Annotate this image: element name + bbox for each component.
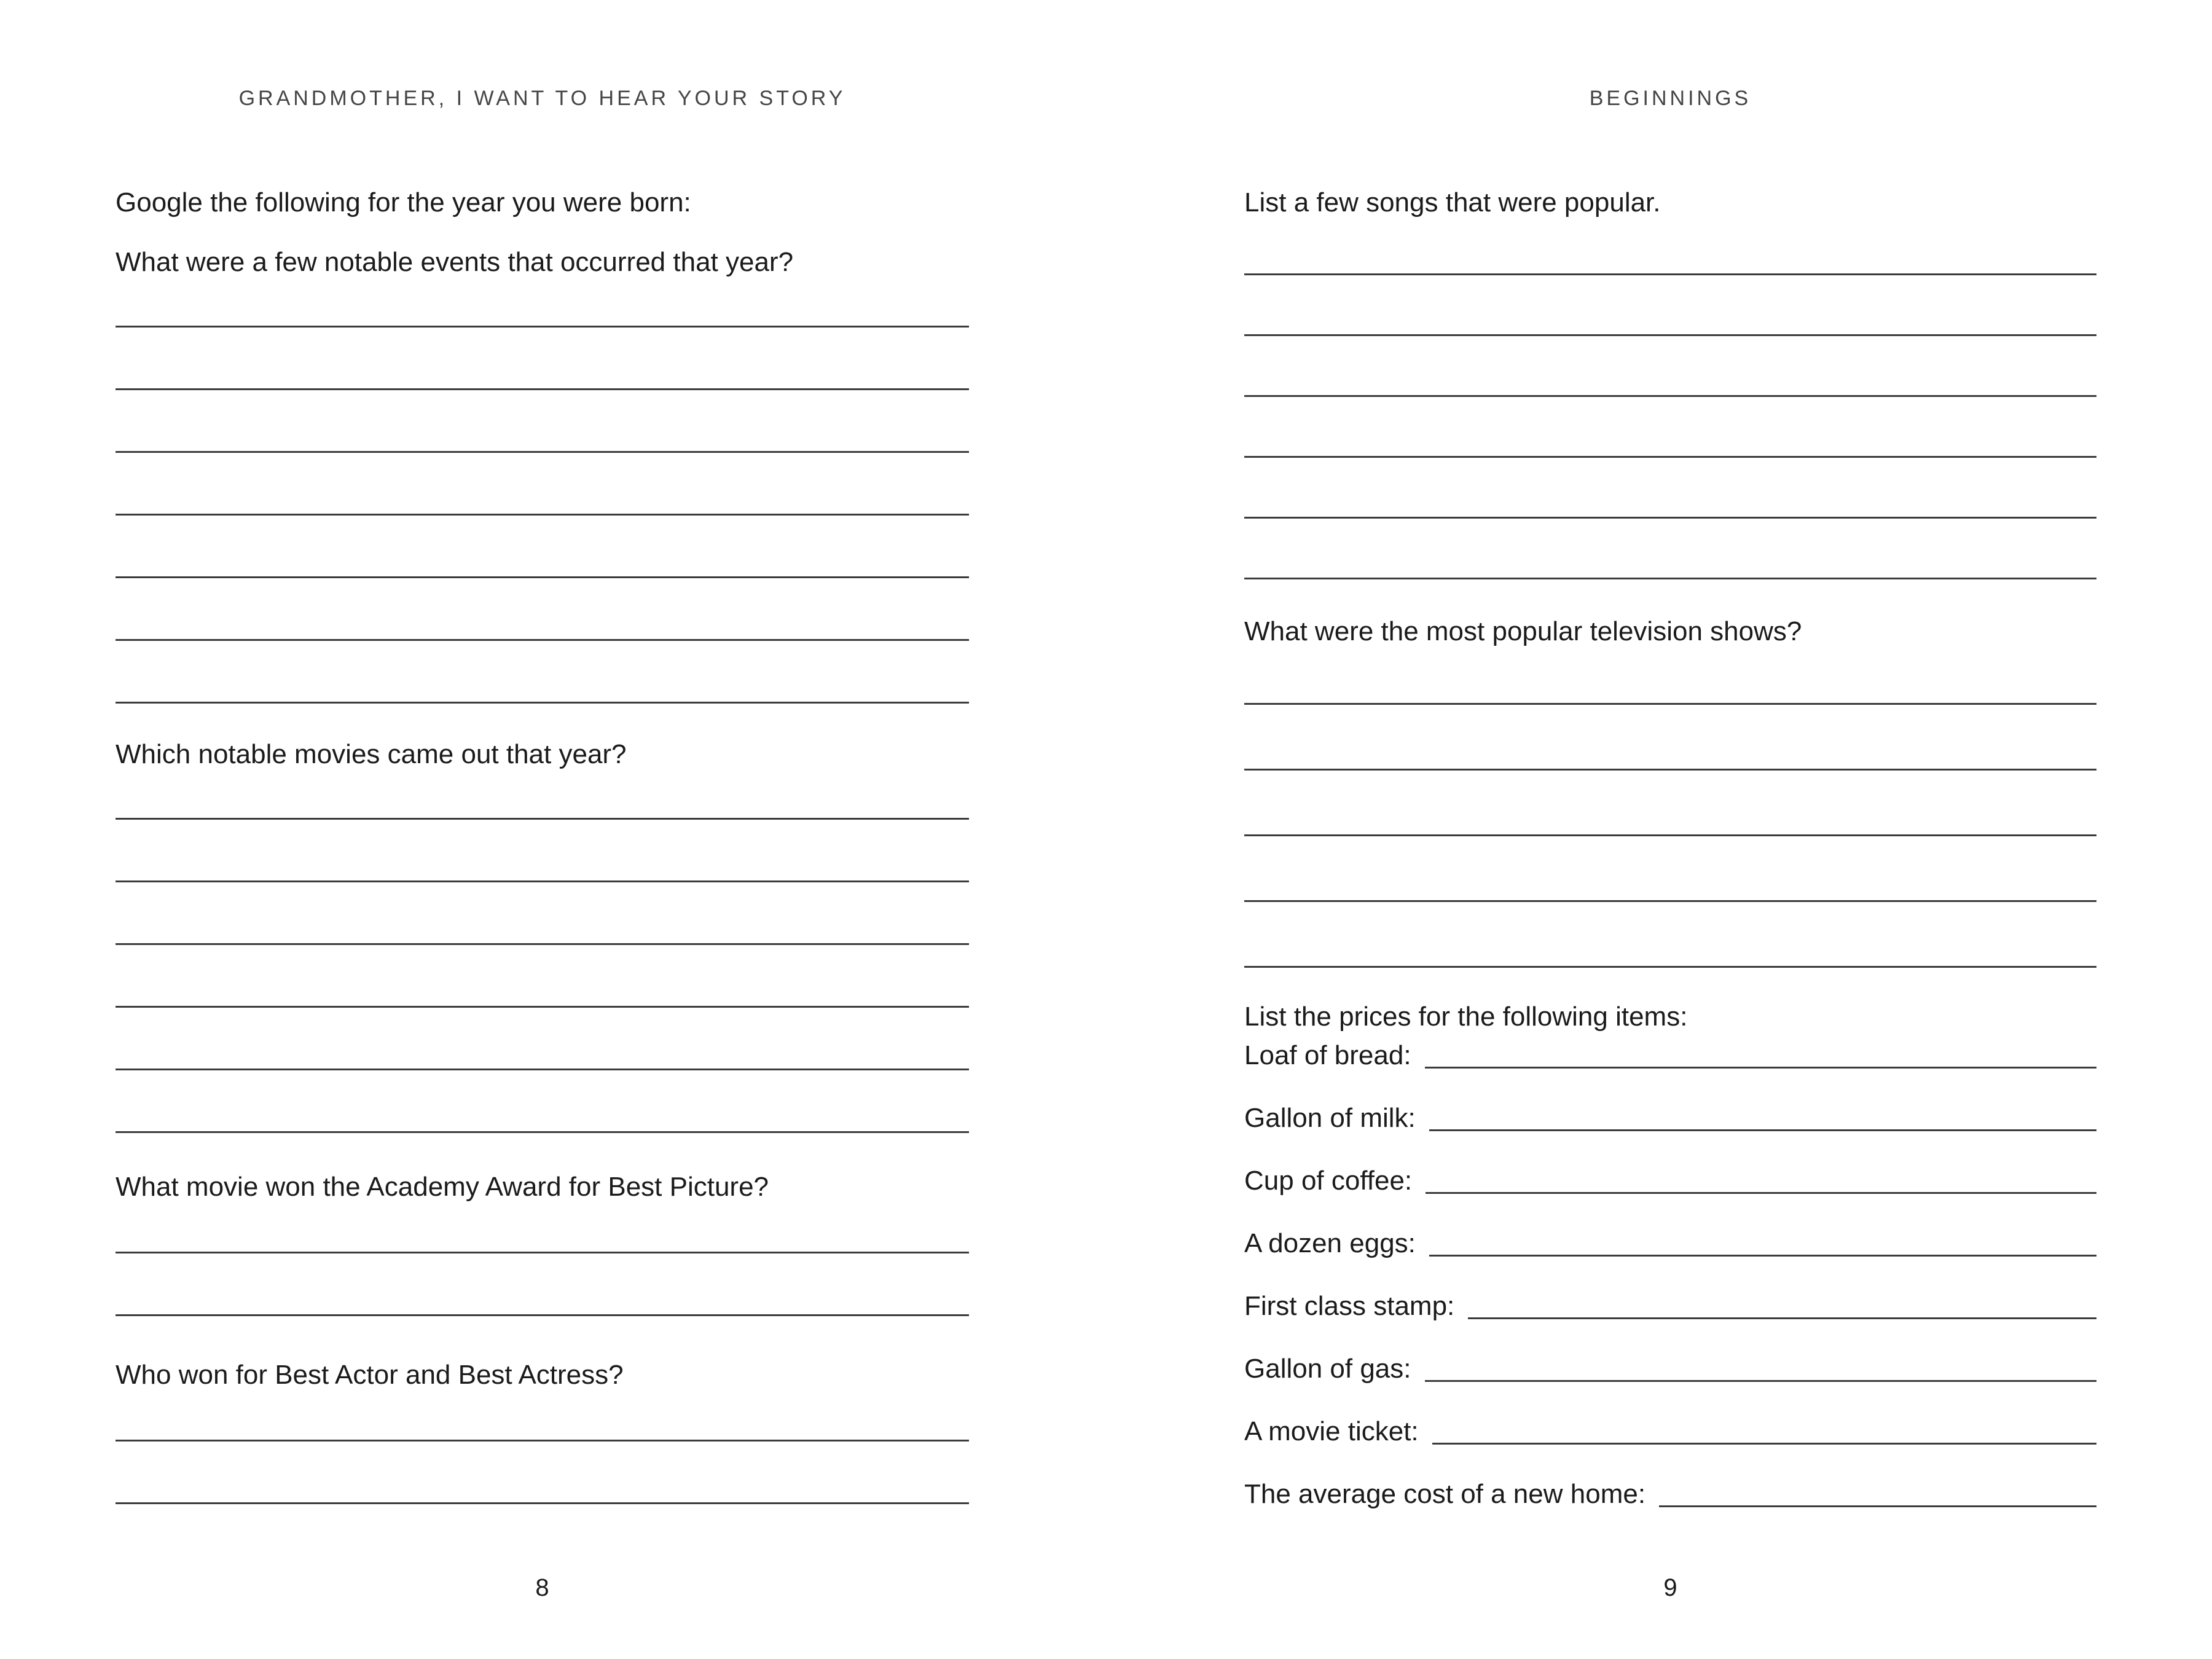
- price-line: [1429, 1129, 2096, 1131]
- answer-line: [1244, 649, 2096, 705]
- answer-line: [116, 1253, 969, 1316]
- answer-line: [116, 1204, 969, 1253]
- answer-line: [116, 453, 969, 516]
- price-line: [1659, 1505, 2096, 1507]
- answer-line: [116, 1008, 969, 1070]
- answer-line: [116, 641, 969, 704]
- answer-line: [116, 516, 969, 578]
- answer-line: [116, 578, 969, 641]
- right-page-blocks: [1244, 0, 2096, 1511]
- answer-line: [116, 390, 969, 453]
- answer-line: [1244, 220, 2096, 275]
- price-row: [1244, 1135, 2096, 1198]
- prompt: Which notable movies came out that year?: [116, 739, 627, 769]
- answer-line: [116, 945, 969, 1008]
- prompt: Google the following for the year you were born:: [116, 187, 691, 218]
- answer-line: [116, 820, 969, 882]
- price-line: [1425, 1067, 2096, 1069]
- answer-line: [1244, 902, 2096, 968]
- prompt: What movie won the Academy Award for Best Picture?: [116, 1172, 769, 1202]
- right-running-header: BEGINNINGS: [1589, 87, 1752, 110]
- price-row: [1244, 1034, 2096, 1072]
- answer-line: [1244, 519, 2096, 579]
- price-label: Cup of coffee:: [1244, 1166, 1413, 1196]
- answer-line: [1244, 771, 2096, 836]
- answer-line: [1244, 275, 2096, 336]
- prompt: List the prices for the following items:: [1244, 1002, 1688, 1032]
- price-label: Gallon of gas:: [1244, 1354, 1411, 1384]
- answer-line: [1244, 336, 2096, 397]
- answer-line: [116, 1441, 969, 1504]
- price-line: [1432, 1443, 2096, 1445]
- price-line: [1468, 1317, 2096, 1319]
- prompt: What were a few notable events that occurred that year?: [116, 247, 794, 277]
- answer-line: [116, 882, 969, 945]
- left-page-content: [116, 0, 969, 1659]
- answer-line: [116, 1070, 969, 1133]
- answer-line: [116, 280, 969, 327]
- price-label: A movie ticket:: [1244, 1416, 1419, 1446]
- price-row: [1244, 1323, 2096, 1386]
- price-label: Gallon of milk:: [1244, 1103, 1416, 1133]
- prompt: List a few songs that were popular.: [1244, 187, 1661, 218]
- answer-line: [1244, 836, 2096, 902]
- price-row: [1244, 1072, 2096, 1135]
- price-line: [1426, 1192, 2096, 1194]
- answer-line: [1244, 397, 2096, 458]
- price-line: [1425, 1380, 2097, 1382]
- price-label: A dozen eggs:: [1244, 1228, 1416, 1258]
- prompt: What were the most popular television shows?: [1244, 616, 1802, 646]
- right-page-number: 9: [1663, 1574, 1677, 1601]
- answer-line: [1244, 458, 2096, 519]
- answer-line: [116, 1392, 969, 1441]
- price-row: [1244, 1260, 2096, 1323]
- price-label: The average cost of a new home:: [1244, 1479, 1646, 1509]
- answer-line: [116, 327, 969, 390]
- price-label: First class stamp:: [1244, 1291, 1455, 1321]
- right-page: [1106, 0, 2212, 1659]
- price-line: [1429, 1255, 2096, 1257]
- price-label: Loaf of bread:: [1244, 1040, 1411, 1070]
- price-row: [1244, 1386, 2096, 1448]
- left-page-number: 8: [535, 1574, 549, 1601]
- answer-line: [1244, 705, 2096, 771]
- left-page-blocks: [116, 0, 969, 1504]
- prompt: Who won for Best Actor and Best Actress?: [116, 1360, 624, 1390]
- price-row: [1244, 1448, 2096, 1511]
- right-page-content: [1244, 0, 2096, 1659]
- price-row: [1244, 1198, 2096, 1260]
- left-running-header: GRANDMOTHER, I WANT TO HEAR YOUR STORY: [238, 87, 846, 110]
- answer-line: [116, 772, 969, 820]
